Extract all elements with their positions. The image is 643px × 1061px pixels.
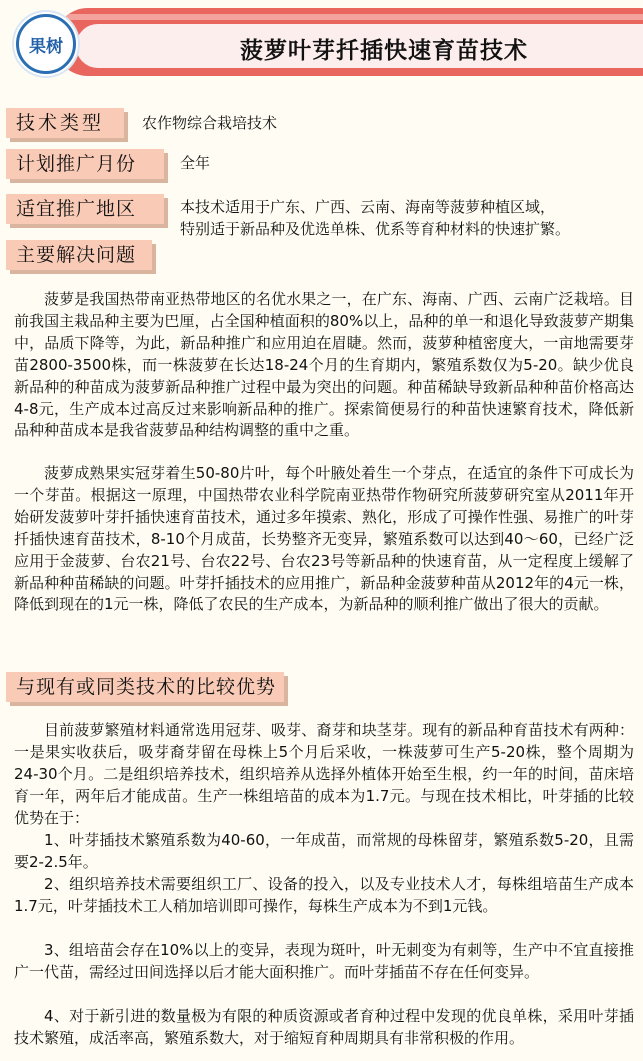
main-problem-paragraph-2: 菠萝成熟果实冠芽着生50-80片叶，每个叶腋处着生一个芽点，在适宜的条件下可成长为一个芽苗。根据这一原理，中国热带农业科学院南亚热带作物研究所菠萝研究室从2011年开始研发菠萝叶芽扦插快速育苗技术，通过多年摸索、熟化，形成了可操作性强、易推广的叶芽扦插快速育苗技术，8-10个月成苗，长势整齐无变异，繁殖系数可以达到40～60，已经广泛应用于金菠萝、台农21号、台农22号、台农23号等新品种的快速育苗，从一定程度上缓解了新品种种苗稀缺的问题。叶芽扦插技术的应用推广，新品种金菠萝种苗从2012年的4元一株，降低到现在的1元一株，降低了农民的生产成本，为新品种的顺利推广做出了很大的贡献。 bbox=[14, 464, 634, 614]
promo-region-value-line2: 特别适于新品种及优选单株、优系等育种材料的快速扩繁。 bbox=[180, 220, 571, 238]
promo-region-value-line1: 本技术适用于广东、广西、云南、海南等菠萝种植区域， bbox=[180, 198, 556, 216]
advantage-paragraph-2: 1、叶芽插技术繁殖系数为40-60，一年成苗，而常规的母株留芽，繁殖系数5-20，且需要2-2.5年。 bbox=[14, 831, 634, 871]
advantage-paragraph-5: 4、对于新引进的数量极为有限的种质资源或者育种过程中发现的优良单株，采用叶芽插技术繁殖，成活率高，繁殖系数大，对于缩短育种周期具有非常积极的作用。 bbox=[14, 1007, 634, 1047]
advantage-heading: 与现有或同类技术的比较优势 bbox=[6, 672, 284, 702]
page-title: 菠萝叶芽扦插快速育苗技术 bbox=[240, 38, 528, 64]
tech-type-value: 农作物综合栽培技术 bbox=[142, 114, 278, 132]
header-banner bbox=[0, 0, 643, 86]
category-badge-text: 果树 bbox=[29, 36, 63, 57]
category-badge bbox=[16, 14, 76, 74]
promo-month-label: 计划推广月份 bbox=[6, 149, 164, 179]
main-problem-paragraph-1: 菠萝是我国热带南亚热带地区的名优水果之一，在广东、海南、广西、云南广泛栽培。目前我国主栽品种主要为巴厘，占全国种植面积的80%以上，品种的单一和退化导致菠萝产期集中，品质下降等，为此，新品种推广和应用迫在眉睫。然而，菠萝种植密度大，一亩地需要芽苗2800-3500株，而一株菠萝在长达18-24个月的生育期内，繁殖系数仅为5-20。缺少优良新品种的种苗成为菠萝新品种推广过程中最为突出的问题。种苗稀缺导致新品种种苗价格高达4-8元，生产成本过高反过来影响新品种的推广。探索简便易行的种苗快速繁育技术，降低新品种种苗成本是我省菠萝品种结构调整的重中之重。 bbox=[14, 290, 634, 440]
title-banner bbox=[54, 8, 643, 76]
tech-type-label: 技术类型 bbox=[6, 108, 124, 138]
advantage-paragraph-4: 3、组培苗会存在10%以上的变异，表现为斑叶，叶无刺变为有刺等，生产中不宜直接推广一代苗，需经过田间选择以后才能大面积推广。而叶芽插苗不存在任何变异。 bbox=[14, 941, 634, 981]
main-problem-heading: 主要解决问题 bbox=[6, 240, 152, 270]
advantage-paragraph-1: 目前菠萝繁殖材料通常选用冠芽、吸芽、裔芽和块茎芽。现有的新品种育苗技术有两种：一是果实收获后，吸芽裔芽留在母株上5个月后采收，一株菠萝可生产5-20株，整个周期为24-30个月。二是组织培养技术，组织培养从选择外植体开始至生根，约一年的时间，苗床培育一年，两年后才能成苗。生产一株组培苗的成本为1.7元。与现在技术相比，叶芽插的比较优势在于： bbox=[14, 721, 634, 827]
advantage-paragraph-3: 2、组织培养技术需要组织工厂、设备的投入，以及专业技术人才，每株组培苗生产成本1.7元，叶芽插技术工人稍加培训即可操作，每株生产成本为不到1元钱。 bbox=[14, 875, 634, 915]
promo-month-value: 全年 bbox=[180, 154, 211, 172]
promo-region-label: 适宜推广地区 bbox=[6, 194, 164, 224]
banner-stripe bbox=[54, 14, 643, 20]
